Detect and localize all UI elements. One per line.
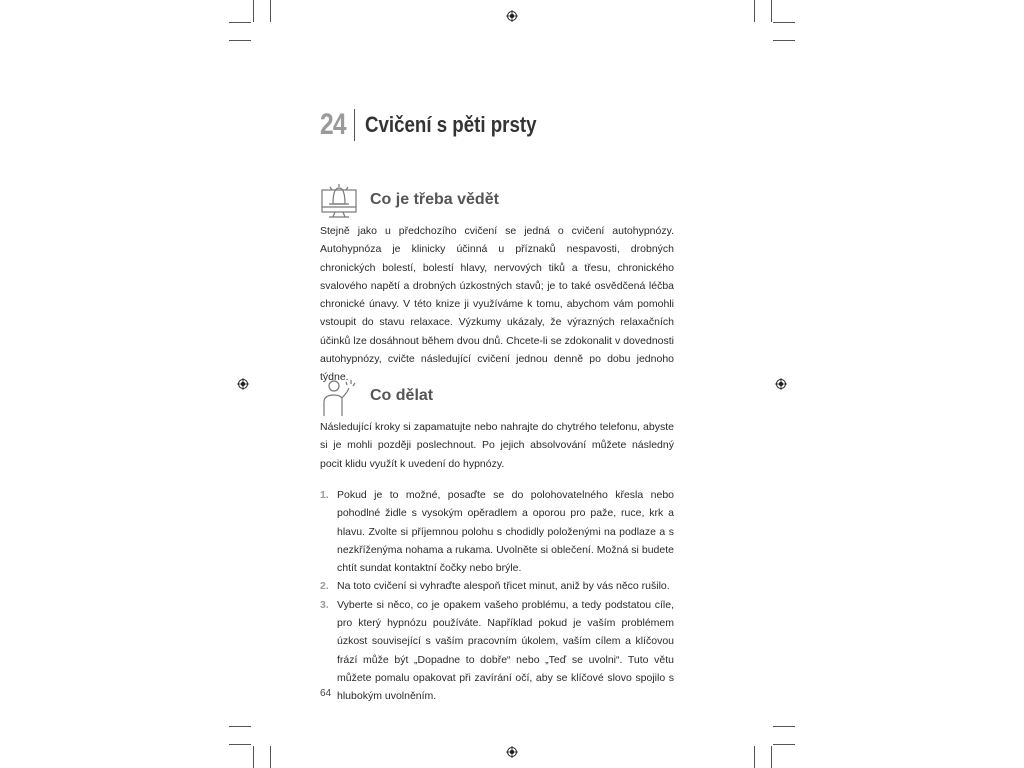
chapter-divider — [354, 109, 355, 141]
list-item — [320, 577, 674, 595]
crop-mark — [773, 40, 795, 41]
registration-mark-icon — [237, 378, 249, 390]
list-item-text: Na toto cvičení si vyhraďte alespoň třicet minut, aniž by vás něco rušilo. — [337, 580, 670, 593]
crop-mark — [229, 22, 251, 23]
chapter-number: 24 — [320, 108, 346, 141]
crop-mark — [771, 746, 772, 768]
crop-mark — [773, 22, 795, 23]
registration-mark-icon — [506, 10, 518, 22]
list-item-text: Vyberte si něco, co je opakem vašeho problému, a tedy podstatou cíle, pro který hypnózu používáte. Například pokud je vaším problémem úzkost související s vaším pracovním úkolem, vaším cílem a klíčovou frází může být „Dopadne to dobře“ nebo „Teď se uvolni“. Tuto větu můžete pomalu opakovat při zavírání očí, aby se klíčové slovo spojilo s hlubokým uvolněním. — [337, 598, 674, 703]
section-title: Co dělat — [370, 387, 434, 404]
chapter-title: Cvičení s pěti prsty — [365, 112, 537, 137]
registration-mark-icon — [775, 378, 787, 390]
section-body: Stejně jako u předchozího cvičení se jedná o cvičení autohypnózy. Autohypnóza je klinicky účinná u příznaků nespavosti, drobných chronických bolestí, bolestí hlavy, nervových tiků a třesu, chronického svalového napětí a drobných úzkostných stavů; je to také osvědčená léčba chronické únavy. V této knize ji využíváme k tomu, abychom vám pomohli vstoupit do stavu relaxace. Výzkumy ukázaly, že výrazných relaxačních účinků lze dosáhnout během dvou dnů. Chcete-li se zdokonalit v dovednosti autohypnózy, cvičte následující cvičení jednou denně po dobu jednoho týdne. — [320, 225, 674, 384]
crop-mark — [253, 746, 254, 768]
crop-mark — [270, 0, 271, 22]
crop-mark — [771, 0, 772, 22]
chapter-heading — [320, 105, 567, 145]
person-idea-icon — [320, 376, 358, 416]
section-heading-what-to-know — [320, 180, 499, 220]
page-number: 64 — [320, 688, 332, 699]
list-item-text: Pokud je to možné, posaďte se do polohovatelného křesla nebo pohodlné židle s vysokým opěradlem a oporou pro paže, ruce, krk a hlavu. Zvolte si příjemnou polohu s chodidly položenými na podlaze a s nezkříženýma nohama a rukama. Uvolněte si oblečení. Možná si budete chtít sundat kontaktní čočky nebo brýle. — [337, 489, 674, 575]
steps-list — [320, 486, 674, 706]
list-item — [320, 596, 674, 706]
crop-mark — [229, 744, 251, 745]
list-item-number: 3. — [320, 598, 329, 611]
alarm-computer-icon — [320, 180, 358, 220]
crop-mark — [754, 0, 755, 22]
crop-mark — [773, 744, 795, 745]
crop-mark — [754, 746, 755, 768]
crop-mark — [229, 40, 251, 41]
list-item-number: 2. — [320, 580, 329, 593]
section-heading-what-to-do — [320, 376, 433, 416]
crop-mark — [253, 0, 254, 22]
section-title: Co je třeba vědět — [370, 191, 499, 208]
list-item-number: 1. — [320, 489, 329, 501]
crop-mark — [229, 726, 251, 727]
registration-mark-icon — [506, 746, 518, 758]
list-item — [320, 486, 674, 577]
section-intro: Následující kroky si zapamatujte nebo nahrajte do chytrého telefonu, abyste si je mohli později poslechnout. Po jejich absolvování můžete následný pocit klidu využít k uvedení do hypnózy. — [320, 421, 674, 470]
crop-mark — [773, 726, 795, 727]
crop-mark — [270, 746, 271, 768]
